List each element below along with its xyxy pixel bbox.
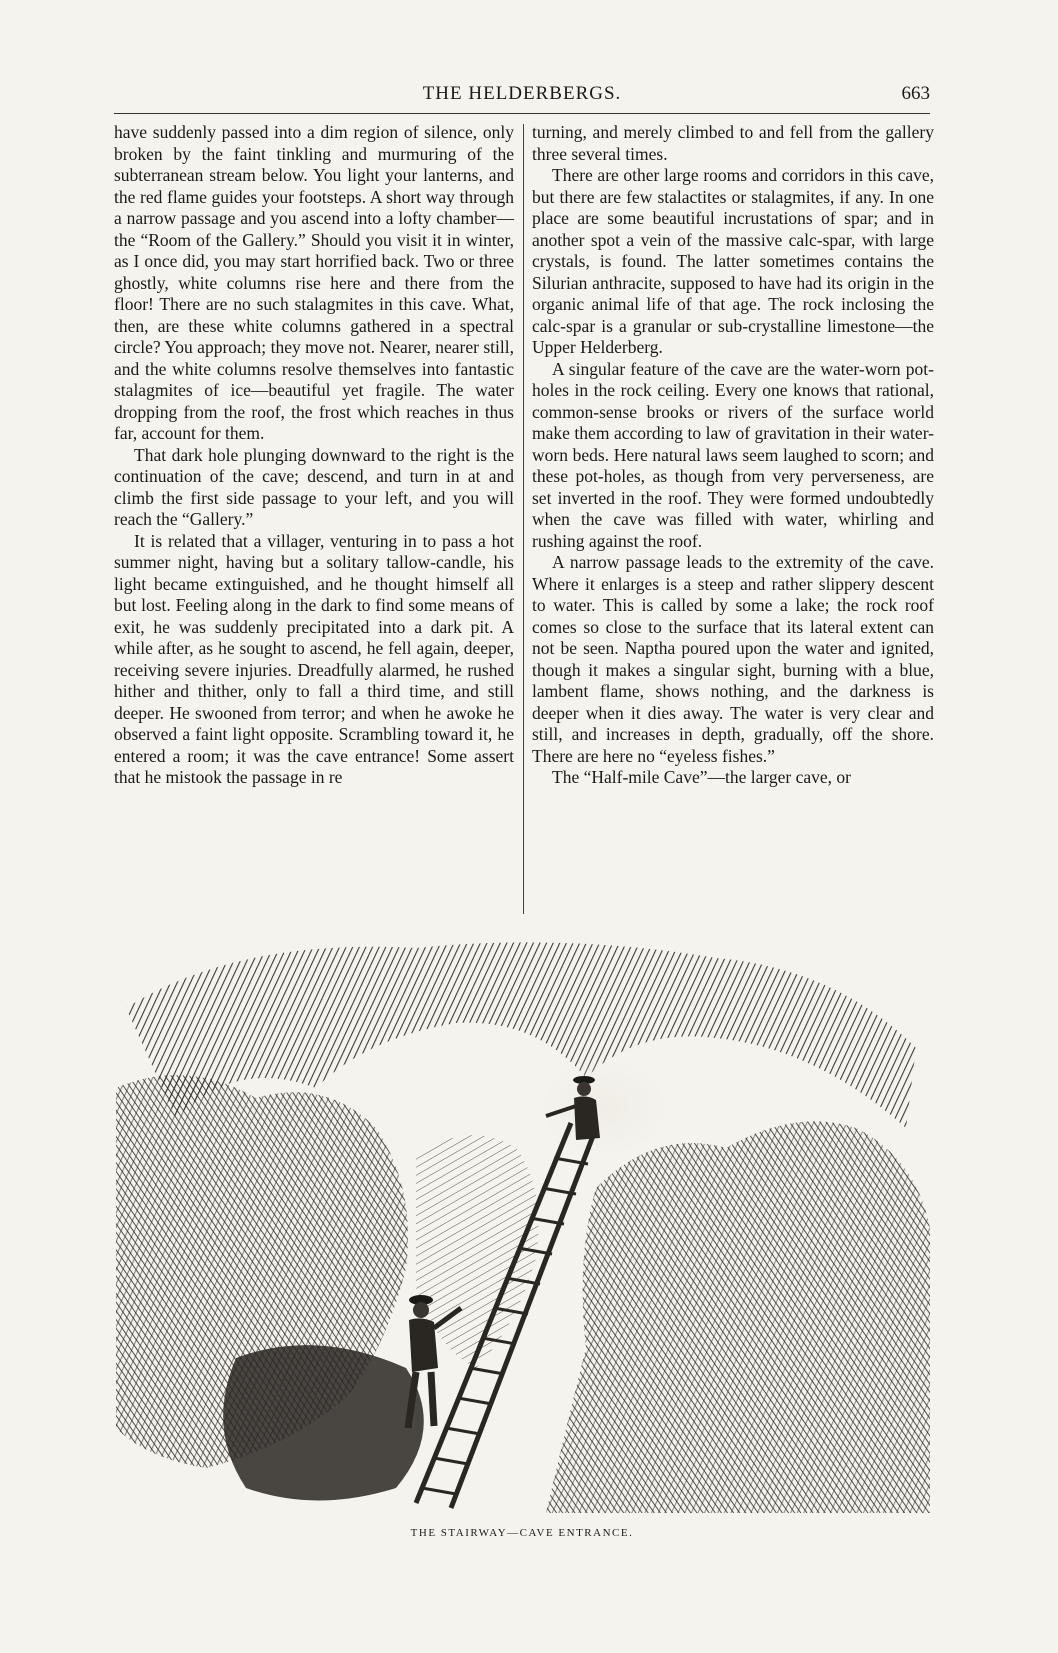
running-header — [114, 80, 930, 106]
paragraph: The “Half-mile Cave”—the larger cave, or — [552, 767, 851, 787]
right-column — [532, 122, 934, 789]
paragraph: That dark hole plunging downward to the right is the continuation of the cave; descend, and turn in at and climb the first side passage to your left, and you will reach the “Gallery.” — [114, 444, 514, 529]
paragraph: There are other large rooms and corridors in this cave, but there are few stalactites or stalagmites, if any. In one place are some beautiful incrustations of spar; and in another spot a vein of the massive calc-spar, with large crystals, is found. The latter sometimes contains the Silurian anthracite, supposed to have had its origin in the organic animal life of that age. The rock inclosing the calc-spar is a granular or sub-crystalline limestone—the Upper Helderberg. — [532, 165, 934, 357]
left-column — [114, 122, 514, 789]
running-title: THE HELDERBERGS. — [422, 83, 622, 104]
dark-pit — [223, 1345, 424, 1500]
illustration-caption: THE STAIRWAY—CAVE ENTRANCE. — [410, 1527, 634, 1539]
paragraph: turning, and merely climbed to and fell from the gallery three several times. — [532, 122, 934, 164]
column-divider — [523, 124, 524, 914]
paragraph: A singular feature of the cave are the water-worn pot-holes in the rock ceiling. Every one knows that rational, common-sense brooks or rivers of the surface world make them according to law of gravitation in their water-worn beds. Here natural laws seem laughed to scorn; and these pot-holes, as though from very perverseness, are set inverted in the roof. They were formed undoubtedly when the cave was filled with water, whirling and rushing against the roof. — [532, 358, 934, 551]
paragraph: have suddenly passed into a dim region of silence, only broken by the faint tinkling and murmuring of the subterranean stream below. You light your lanterns, and the red flame guides your footsteps. A short way through a narrow passage and you ascend into a lofty chamber—the “Room of the Gallery.” Should you visit it in winter, as I once did, you may start horrified back. Two or three ghostly, white columns rise here and there from the floor! There are no such stalagmites in this cave. What, then, are these white columns gathered in a spectral circle? You approach; they move not. Nearer, nearer still, and the white columns resolve themselves into fantastic stalagmites of ice—beautiful yet fragile. The water dropping from the roof, the frost which reaches in thus far, account for them. — [114, 122, 514, 443]
header-rule — [114, 113, 930, 114]
page-number: 663 — [901, 83, 930, 104]
paragraph: A narrow passage leads to the extremity of the cave. Where it enlarges is a steep and rather slippery descent to water. This is called by some a lake; the rock roof comes so close to the surface that its lateral extent can not be seen. Naptha poured upon the water and ignited, though it makes a singular sight, burning with a blue, lambent flame, shows nothing, and the darkness is deeper when it dies away. The water is very clear and still, and increases in depth, gradually, off the shore. There are here no “eyeless fishes.” — [532, 552, 934, 766]
cave-engraving-illustration — [116, 928, 930, 1513]
paragraph: It is related that a villager, venturing in to pass a hot summer night, having but a solitary tallow-candle, his light became extinguished, and he thought himself all but lost. Feeling along in the dark to find some means of exit, he was suddenly precipitated into a dark pit. A while after, as he sought to ascend, he fell again, deeper, receiving severe injuries. Dreadfully alarmed, he rushed hither and thither, only to fall a third time, and still deeper. He swooned from terror; and when he awoke he observed a faint light opposite. Scrambling toward it, he entered a room; it was the cave entrance! Some assert that he mistook the passage in re — [114, 530, 514, 787]
